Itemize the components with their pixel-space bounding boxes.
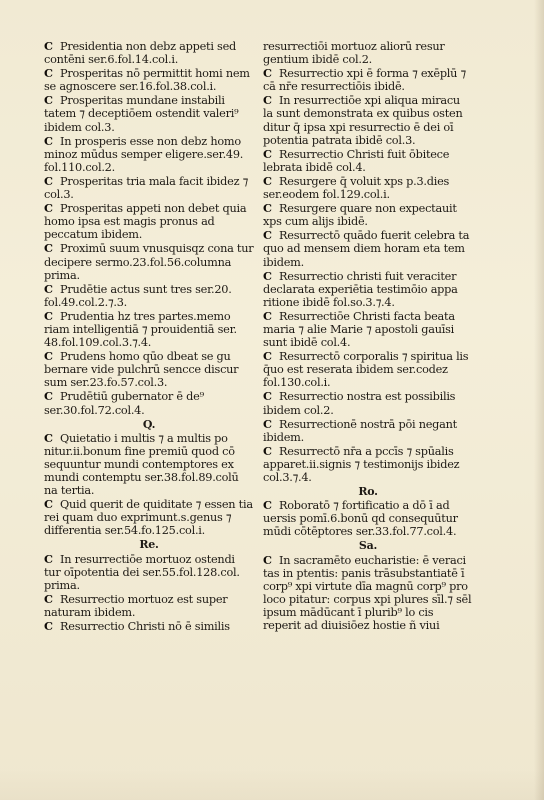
index-entry (263, 270, 473, 309)
paragraph-mark-icon: C (44, 281, 51, 296)
paragraph-mark-icon: C (44, 93, 51, 108)
paragraph-mark-icon: C (44, 39, 51, 53)
paragraph-mark-icon: C (263, 416, 270, 431)
index-entry (263, 554, 473, 633)
index-entry (44, 553, 254, 592)
index-entry-continuation (263, 40, 473, 66)
right-column (263, 40, 473, 633)
paragraph-mark-icon: C (263, 349, 270, 364)
entry-text: Roboratō ⁊ fortificatio a dō ī ad uersis pomī.6.bonū qd consequūtur mūdi cōtēptores ser.33.fol.77.col.4. (263, 499, 458, 539)
index-entry (44, 593, 254, 619)
index-entry (263, 175, 473, 201)
paragraph-mark-icon: C (44, 497, 51, 512)
entry-text: Resurrectio Christi fuit ōbitece lebrata ibidē col.4. (263, 147, 450, 174)
index-entry (44, 135, 254, 174)
entry-text: Prudētiū gubernator ē de⁹ ser.30.fol.72.col.4. (44, 390, 204, 417)
entry-text: Resurgere quare non expectauit xps cum alijs ibidē. (263, 202, 457, 229)
index-entry (44, 498, 254, 537)
index-entry (44, 175, 254, 201)
entry-text: Prosperitas mundane instabili tatem ⁊ deceptiōem ostendit valeri⁹ ibidem col.3. (44, 94, 239, 134)
paragraph-mark-icon: C (263, 498, 270, 513)
index-entry (44, 283, 254, 309)
index-entry (263, 499, 473, 538)
paragraph-mark-icon: C (263, 173, 270, 188)
entry-text: Resurrectō quādo fuerit celebra ta quo ad mensem diem horam eta tem ibidem. (263, 229, 470, 269)
index-entry (44, 390, 254, 416)
entry-text: Resurrectō nr̄a a pccīs ⁊ spūalis apparet.ii.signis ⁊ testimonijs ibidez col.3.⁊.4. (263, 444, 460, 484)
entry-text: Prosperitas tria mala facit ibidez ⁊ col.3. (44, 174, 248, 202)
entry-text: Resurrectiōe Christi facta beata maria ⁊ alie Marie ⁊ apostoli gauīsi sunt ibidē col.4. (263, 309, 455, 350)
entry-text: Quietatio i multis ⁊ a multis po nitur.ii.bonum fine premiū quod cō sequuntur mundi contemptores ex mundi contemptu ser.38.fol.89.colū na tertia. (44, 431, 239, 498)
entry-text: Presidentia non debz appeti sed contēni ser.6.fol.14.col.i. (44, 40, 236, 67)
entry-text: resurrectiōi mortuoz aliorū resur gentium ibidē col.2. (263, 40, 445, 67)
index-entry (263, 418, 473, 444)
page-edge-shadow (534, 0, 544, 800)
page-bottom-margin (0, 770, 544, 800)
paragraph-mark-icon: C (263, 443, 270, 458)
paragraph-mark-icon: C (44, 349, 51, 364)
entry-text: Resurrectio christi fuit veraciter declarata experiētia testimōio appa ritione ibidē fol.so.3.⁊.4. (263, 269, 458, 309)
entry-text: Resurgere q̄ voluit xps p.3.dies ser.eodem fol.129.col.i. (263, 174, 450, 202)
entry-text: Prosperitas nō permittit homi nem se agnoscere ser.16.fol.38.col.i. (44, 67, 250, 94)
entry-text: Prudens homo qūo dbeat se gu bernare vide pulchrū sencce discur sum ser.23.fo.57.col.3. (44, 350, 239, 390)
paragraph-mark-icon: C (44, 201, 51, 216)
paragraph-mark-icon: C (44, 308, 51, 323)
entry-text: Proximū suum vnusquisqz cona tur decipere sermo.23.fol.56.columna prima. (44, 242, 254, 282)
paragraph-mark-icon: C (263, 228, 270, 243)
paragraph-mark-icon: C (44, 241, 51, 256)
entry-text: Resurrectio mortuoz est super naturam ibidem. (44, 592, 228, 619)
entry-text: Prosperitas appeti non debet quia homo ipsa est magis pronus ad peccatum ibidem. (44, 202, 247, 242)
left-column (44, 40, 254, 634)
index-entry (263, 310, 473, 349)
index-entry (44, 40, 254, 66)
paragraph-mark-icon: C (263, 389, 270, 404)
entry-text: In sacramēto eucharistie: ē veraci tas in ptentis: panis trāsubstantiatē ī corp⁹ xpi virtute dīa magnū corp⁹ pro loco pitatur: corpus xpi plures sīl.⁊ sēl ipsum mādūcant ī plurib⁹ lo cis reperit ad diuisiōez hostie ñ viui (263, 553, 472, 633)
paragraph-mark-icon: C (44, 619, 51, 634)
paragraph-mark-icon: C (44, 430, 51, 445)
entry-text: Quid querit de quiditate ⁊ essen tia rei quam duo exprimunt.s.genus ⁊ differentia ser.54.fo.125.col.i. (44, 498, 253, 538)
paragraph-mark-icon: C (44, 66, 51, 81)
index-entry (263, 229, 473, 268)
entry-text: Prudentia hz tres partes.memo riam intelligentiā ⁊ prouidentiā ser. 48.fol.109.col.3.⁊.4. (44, 309, 237, 350)
index-entry (44, 350, 254, 389)
entry-text: Resurrectio xpi ē forma ⁊ exēplū ⁊ cā nr̄e resurrectiōis ibidē. (263, 67, 466, 94)
index-entry (263, 445, 473, 484)
index-entry (44, 432, 254, 497)
paragraph-mark-icon: C (44, 551, 51, 566)
entry-text: Resurrectio Christi nō ē similis (60, 620, 230, 634)
paragraph-mark-icon: C (263, 66, 270, 81)
entry-text: In prosperis esse non debz homo minoz mūdus semper eligere.ser.49. fol.110.col.2. (44, 134, 244, 174)
index-entry (263, 202, 473, 228)
index-entry (44, 242, 254, 281)
section-heading: Sa. (358, 539, 378, 553)
entry-text: Resurrectio nostra est possibilis ibidem col.2. (263, 390, 456, 417)
paragraph-mark-icon: C (263, 93, 270, 108)
index-entry (263, 148, 473, 174)
section-heading: Ro. (358, 485, 378, 499)
entry-text: Resurrectō corporalis ⁊ spiritua lis q̄uo est reserata ibidem ser.codez fol.130.col.i. (263, 350, 469, 390)
index-entry (263, 390, 473, 416)
index-entry (263, 94, 473, 146)
paragraph-mark-icon: C (44, 133, 51, 148)
paragraph-mark-icon: C (263, 268, 270, 283)
index-entry (44, 310, 254, 349)
index-entry (44, 94, 254, 133)
entry-text: In resurrectiōe mortuoz ostendi tur oīpotentia dei ser.55.fol.128.col. prima. (44, 552, 240, 592)
index-entry (44, 202, 254, 241)
entry-text: Resurrectionē nostrā pōi negant ibidem. (263, 417, 457, 444)
paragraph-mark-icon: C (263, 146, 270, 161)
index-entry (44, 620, 254, 633)
paragraph-mark-icon: C (44, 389, 51, 404)
index-entry (44, 67, 254, 93)
paragraph-mark-icon: C (263, 552, 270, 567)
entry-text: Prudētie actus sunt tres ser.20. fol.49.col.2.⁊.3. (44, 282, 232, 309)
index-entry (263, 67, 473, 93)
section-heading: Re. (139, 538, 159, 552)
paragraph-mark-icon: C (44, 173, 51, 188)
paragraph-mark-icon: C (44, 591, 51, 606)
paragraph-mark-icon: C (263, 201, 270, 216)
index-entry (263, 350, 473, 389)
paragraph-mark-icon: C (263, 308, 270, 323)
entry-text: In resurrectiōe xpi aliqua miracu la sunt demonstrata ex quibus osten ditur q̄ ipsa xpi resurrectio ē dei oī potentia patrata ibidē col.3. (263, 94, 463, 147)
section-heading: Q. (142, 417, 156, 431)
